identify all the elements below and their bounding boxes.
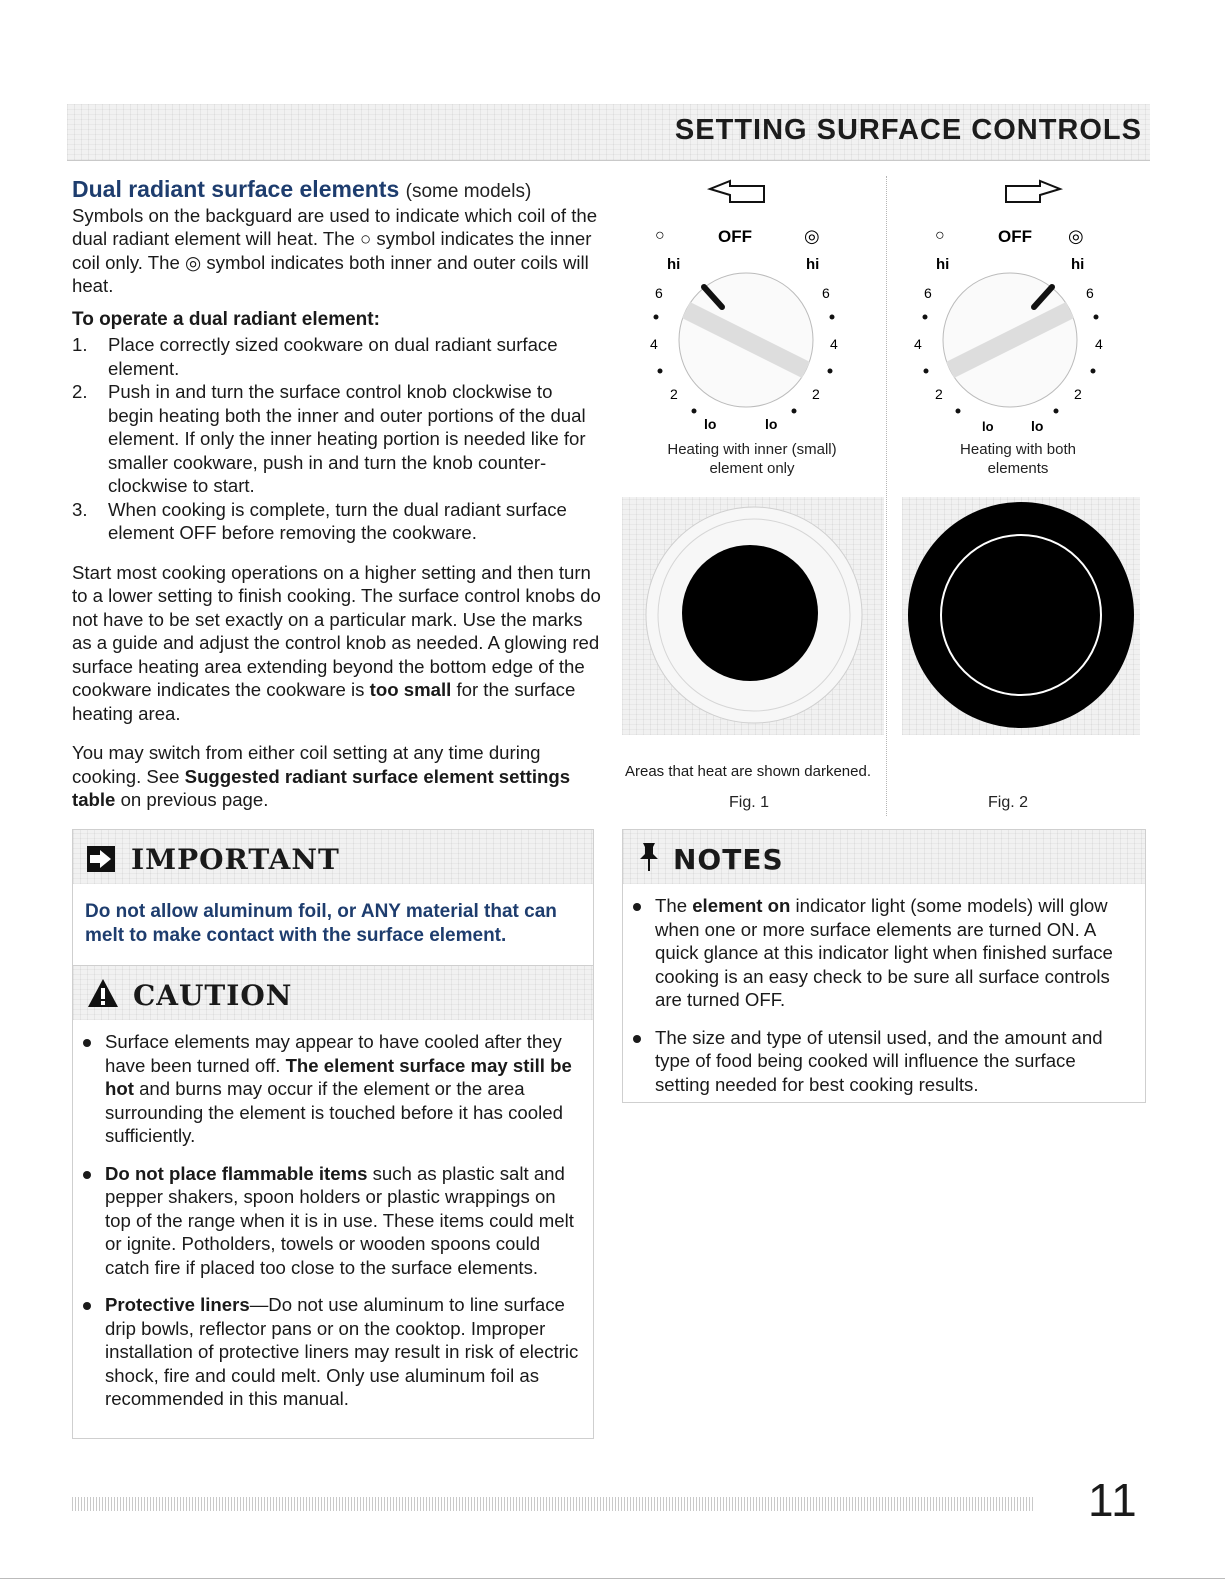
figure-divider [886, 176, 887, 816]
section-heading-note: (some models) [405, 181, 532, 202]
important-header [73, 830, 593, 884]
six-label: 6 [924, 285, 932, 301]
intro-paragraph: Symbols on the backguard are used to indicate which coil of the dual radiant element will heat. The ○ symbol indicates the inner coil only. The ◎ symbol indicates both inner and outer coils will heat. [72, 204, 598, 297]
lo-label: lo [765, 416, 778, 432]
note-item [623, 894, 1135, 1012]
dual-coil-symbol: ◎ [1068, 226, 1084, 247]
switch-paragraph [72, 741, 602, 812]
note-bold-text: element on [692, 895, 791, 916]
notes-box [622, 829, 1146, 1103]
six-label: 6 [822, 285, 830, 301]
heat-areas-note: Areas that heat are shown darkened. [625, 763, 871, 780]
two-label: 2 [935, 386, 943, 402]
six-label: 6 [655, 285, 663, 301]
caution-text: and burns may occur if the element or the area surrounding the element is touched before it has cooled sufficiently. [105, 1078, 563, 1146]
hi-label: hi [667, 256, 681, 273]
caption-line: element only [709, 460, 795, 477]
step-text: Place correctly sized cookware on dual radiant surface element. [108, 334, 558, 379]
hi-label: hi [936, 256, 950, 273]
note-item [623, 1026, 1135, 1097]
switch-text: You may switch from either coil setting at any time during cooking. See [72, 742, 541, 787]
four-label: 4 [830, 336, 838, 352]
dial-diagram-inner [622, 175, 882, 485]
switch-text-end: on previous page. [115, 789, 269, 811]
caution-header [73, 966, 593, 1020]
warning-triangle-icon [87, 978, 119, 1008]
inner-coil-symbol: ○ [935, 227, 945, 244]
section-heading [72, 176, 602, 204]
figure-2-panel [902, 497, 1140, 735]
footer-rule [72, 1497, 1035, 1511]
step-item [72, 333, 602, 380]
caption-line: elements [987, 460, 1049, 477]
hi-label: hi [1071, 256, 1085, 273]
caution-text: such as plastic salt and pepper shakers, spoon holders or plastic wrappings on top of the range when it is in use. These items could melt or ignite. Potholders, towels or wooden spoons could catch fire if placed too close to the surface elements. [105, 1162, 574, 1278]
caution-text: Surface elements may appear to have cooled after they have been turned off. [105, 1031, 562, 1076]
pushpin-icon [637, 841, 661, 873]
cw-arrow-icon [1006, 181, 1060, 202]
settings-text-end: for the surface heating area. [72, 679, 576, 724]
step-item [72, 380, 602, 498]
step-number: 3. [72, 498, 88, 520]
two-label: 2 [812, 386, 820, 402]
page-bottom-edge [0, 1578, 1225, 1579]
dial-diagram-both [888, 175, 1148, 485]
caution-bold-text: Do not place flammable items [105, 1162, 368, 1184]
off-label: OFF [718, 227, 752, 246]
figure-1-label: Fig. 1 [729, 794, 770, 811]
dial-caption-inner [622, 440, 882, 478]
caution-box [72, 965, 594, 1439]
step-number: 2. [72, 381, 88, 403]
settings-text: Start most cooking operations on a higher setting and then turn to a lower setting to finish cooking. The surface control knobs do not have to be set exactly on a particular mark. Use the marks as a guide and adjust the control knob as needed. A glowing red surface heating area extending beyond the bottom edge of the cookware indicates the cookware is [72, 561, 601, 701]
settings-paragraph [72, 561, 602, 726]
caption-line: Heating with both [960, 441, 1076, 458]
important-warning-text: Do not allow aluminum foil, or ANY material that can melt to make contact with the surface element. [85, 901, 557, 946]
important-arrow-icon [87, 846, 115, 872]
lo-label: lo [982, 419, 994, 434]
ccw-arrow-icon [710, 181, 764, 202]
note-text: indicator light (some models) will glow when one or more surface elements are turned ON. A quick glance at this indicator light when finished surface cooking is an easy check to be sure all surface controls are turned OFF. [655, 895, 1113, 1010]
caution-text: —Do not use aluminum to line surface drip bowls, reflector pans or on the cooktop. Improper installation of protective liners may result in risk of electric shock, fire and could melt. Only use aluminum foil as recommended in this manual. [105, 1294, 579, 1409]
lo-label: lo [1031, 418, 1044, 434]
steps-list [72, 333, 602, 545]
notes-title: NOTES [673, 843, 784, 876]
section-header-banner [67, 104, 1150, 161]
caution-bold-text: Protective liners [105, 1294, 250, 1315]
page-section-title: SETTING SURFACE CONTROLS [674, 114, 1142, 146]
two-label: 2 [1074, 386, 1082, 402]
notes-list [623, 894, 1145, 1096]
off-label: OFF [998, 227, 1032, 246]
caution-item [73, 1030, 583, 1148]
inner-element-illustration [622, 497, 884, 735]
settings-bold-text: too small [369, 679, 452, 701]
caution-item [73, 1162, 583, 1280]
figure-2-label: Fig. 2 [988, 794, 1029, 811]
important-box [72, 829, 594, 967]
main-text-column [72, 176, 602, 812]
lo-label: lo [704, 416, 717, 432]
section-heading-text: Dual radiant surface elements [72, 176, 400, 202]
hi-label: hi [806, 256, 820, 273]
knob-dial-both [888, 175, 1148, 435]
six-label: 6 [1086, 285, 1094, 301]
dual-coil-symbol: ◎ [804, 226, 820, 247]
steps-heading: To operate a dual radiant element: [72, 308, 380, 330]
inner-coil-symbol: ○ [655, 227, 665, 244]
figure-1-panel [622, 497, 884, 735]
caption-line: Heating with inner (small) [667, 441, 837, 458]
step-text: Push in and turn the surface control knob clockwise to begin heating both the inner and outer portions of the dual element. If only the inner heating portion is needed like for smaller cookware, push in and turn the knob counter-clockwise to start. [108, 381, 586, 497]
caution-title: CAUTION [133, 979, 293, 1012]
knob-dial-inner [622, 175, 882, 435]
note-text: The [655, 895, 693, 916]
step-number: 1. [72, 334, 88, 356]
caution-bold-text: The element surface may still be hot [105, 1054, 572, 1099]
four-label: 4 [914, 336, 922, 352]
notes-header [623, 830, 1145, 884]
dial-caption-both [888, 440, 1148, 478]
four-label: 4 [650, 336, 658, 352]
dual-element-illustration [902, 497, 1140, 735]
two-label: 2 [670, 386, 678, 402]
table-reference: Suggested radiant surface element settings table [72, 765, 571, 811]
caution-list [73, 1030, 593, 1411]
page-number: 11 [1088, 1474, 1138, 1526]
step-text: When cooking is complete, turn the dual radiant surface element OFF before removing the cookware. [108, 498, 567, 544]
four-label: 4 [1095, 336, 1103, 352]
step-item [72, 498, 602, 545]
caution-item [73, 1293, 583, 1411]
important-title: IMPORTANT [131, 843, 340, 876]
note-text: The size and type of utensil used, and the amount and type of food being cooked will influence the surface setting needed for best cooking results. [655, 1026, 1103, 1095]
